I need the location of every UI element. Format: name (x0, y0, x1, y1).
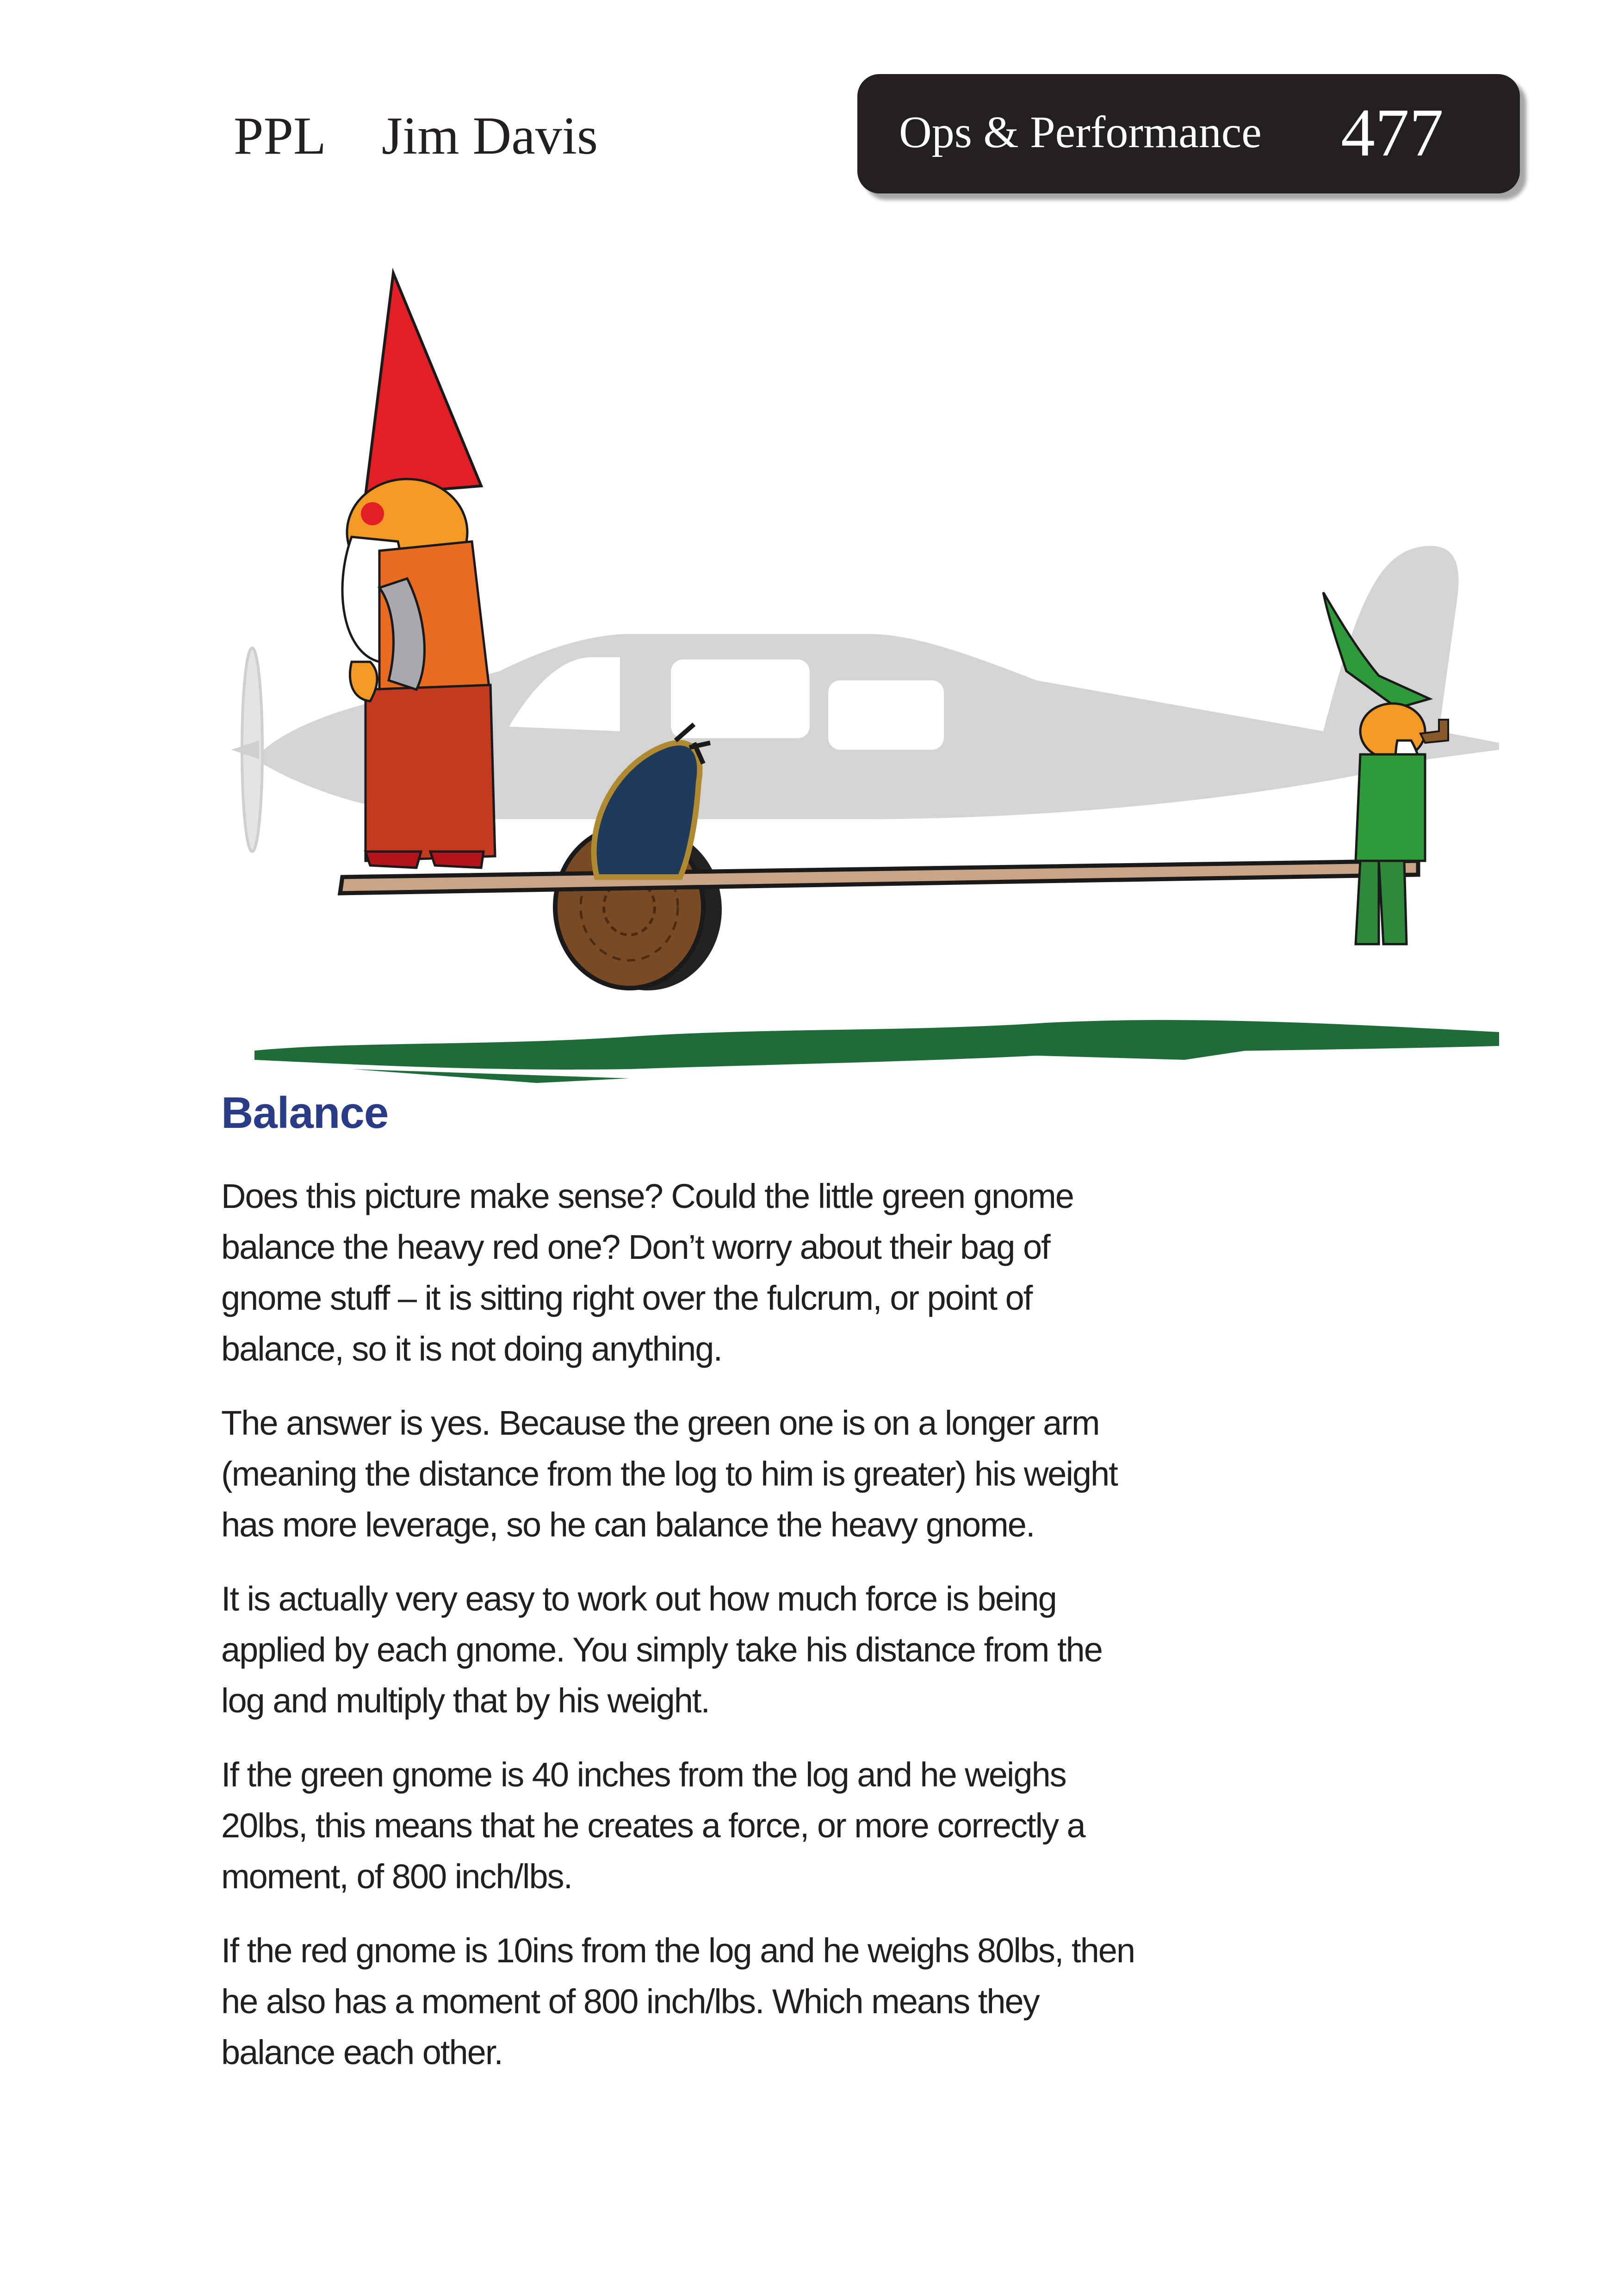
article (221, 1088, 1147, 2101)
section-tab (857, 74, 1520, 193)
article-title: Balance (221, 1088, 389, 1138)
paragraph-4: If the green gnome is 40 inches from the log and he weighs 20lbs, this means that he creates a force, or more correctly a moment, of 800 inch/lbs. (221, 1755, 1085, 1896)
grass-icon (254, 1020, 1499, 1083)
author-name: Jim Davis (381, 106, 598, 166)
plank-icon (340, 861, 1418, 893)
page-number: 477 (1341, 95, 1444, 171)
red-gnome-icon (342, 273, 495, 868)
paragraph-1: Does this picture make sense? Could the little green gnome balance the heavy red one? Don’t worry about their bag of gnome stuff – it is sitting right over the fulcrum, or point of balance, so it is not doing anything. (221, 1177, 1073, 1368)
section-title: Ops & Performance (899, 107, 1262, 157)
book-title: PPL (234, 106, 326, 166)
paragraph-3: It is actually very easy to work out how much force is being applied by each gnome. You simply take his distance from the log and multiply that by his weight. (221, 1580, 1102, 1720)
paragraph-2: The answer is yes. Because the green one is on a longer arm (meaning the distance from the log to him is greater) his weight has more leverage, so he can balance the heavy gnome. (221, 1404, 1117, 1544)
paragraph-5: If the red gnome is 10ins from the log and he weighs 80lbs, then he also has a moment of 800 inch/lbs. Which means they balance each other. (221, 1931, 1135, 2072)
running-header (234, 106, 598, 167)
balance-illustration (213, 264, 1518, 1088)
